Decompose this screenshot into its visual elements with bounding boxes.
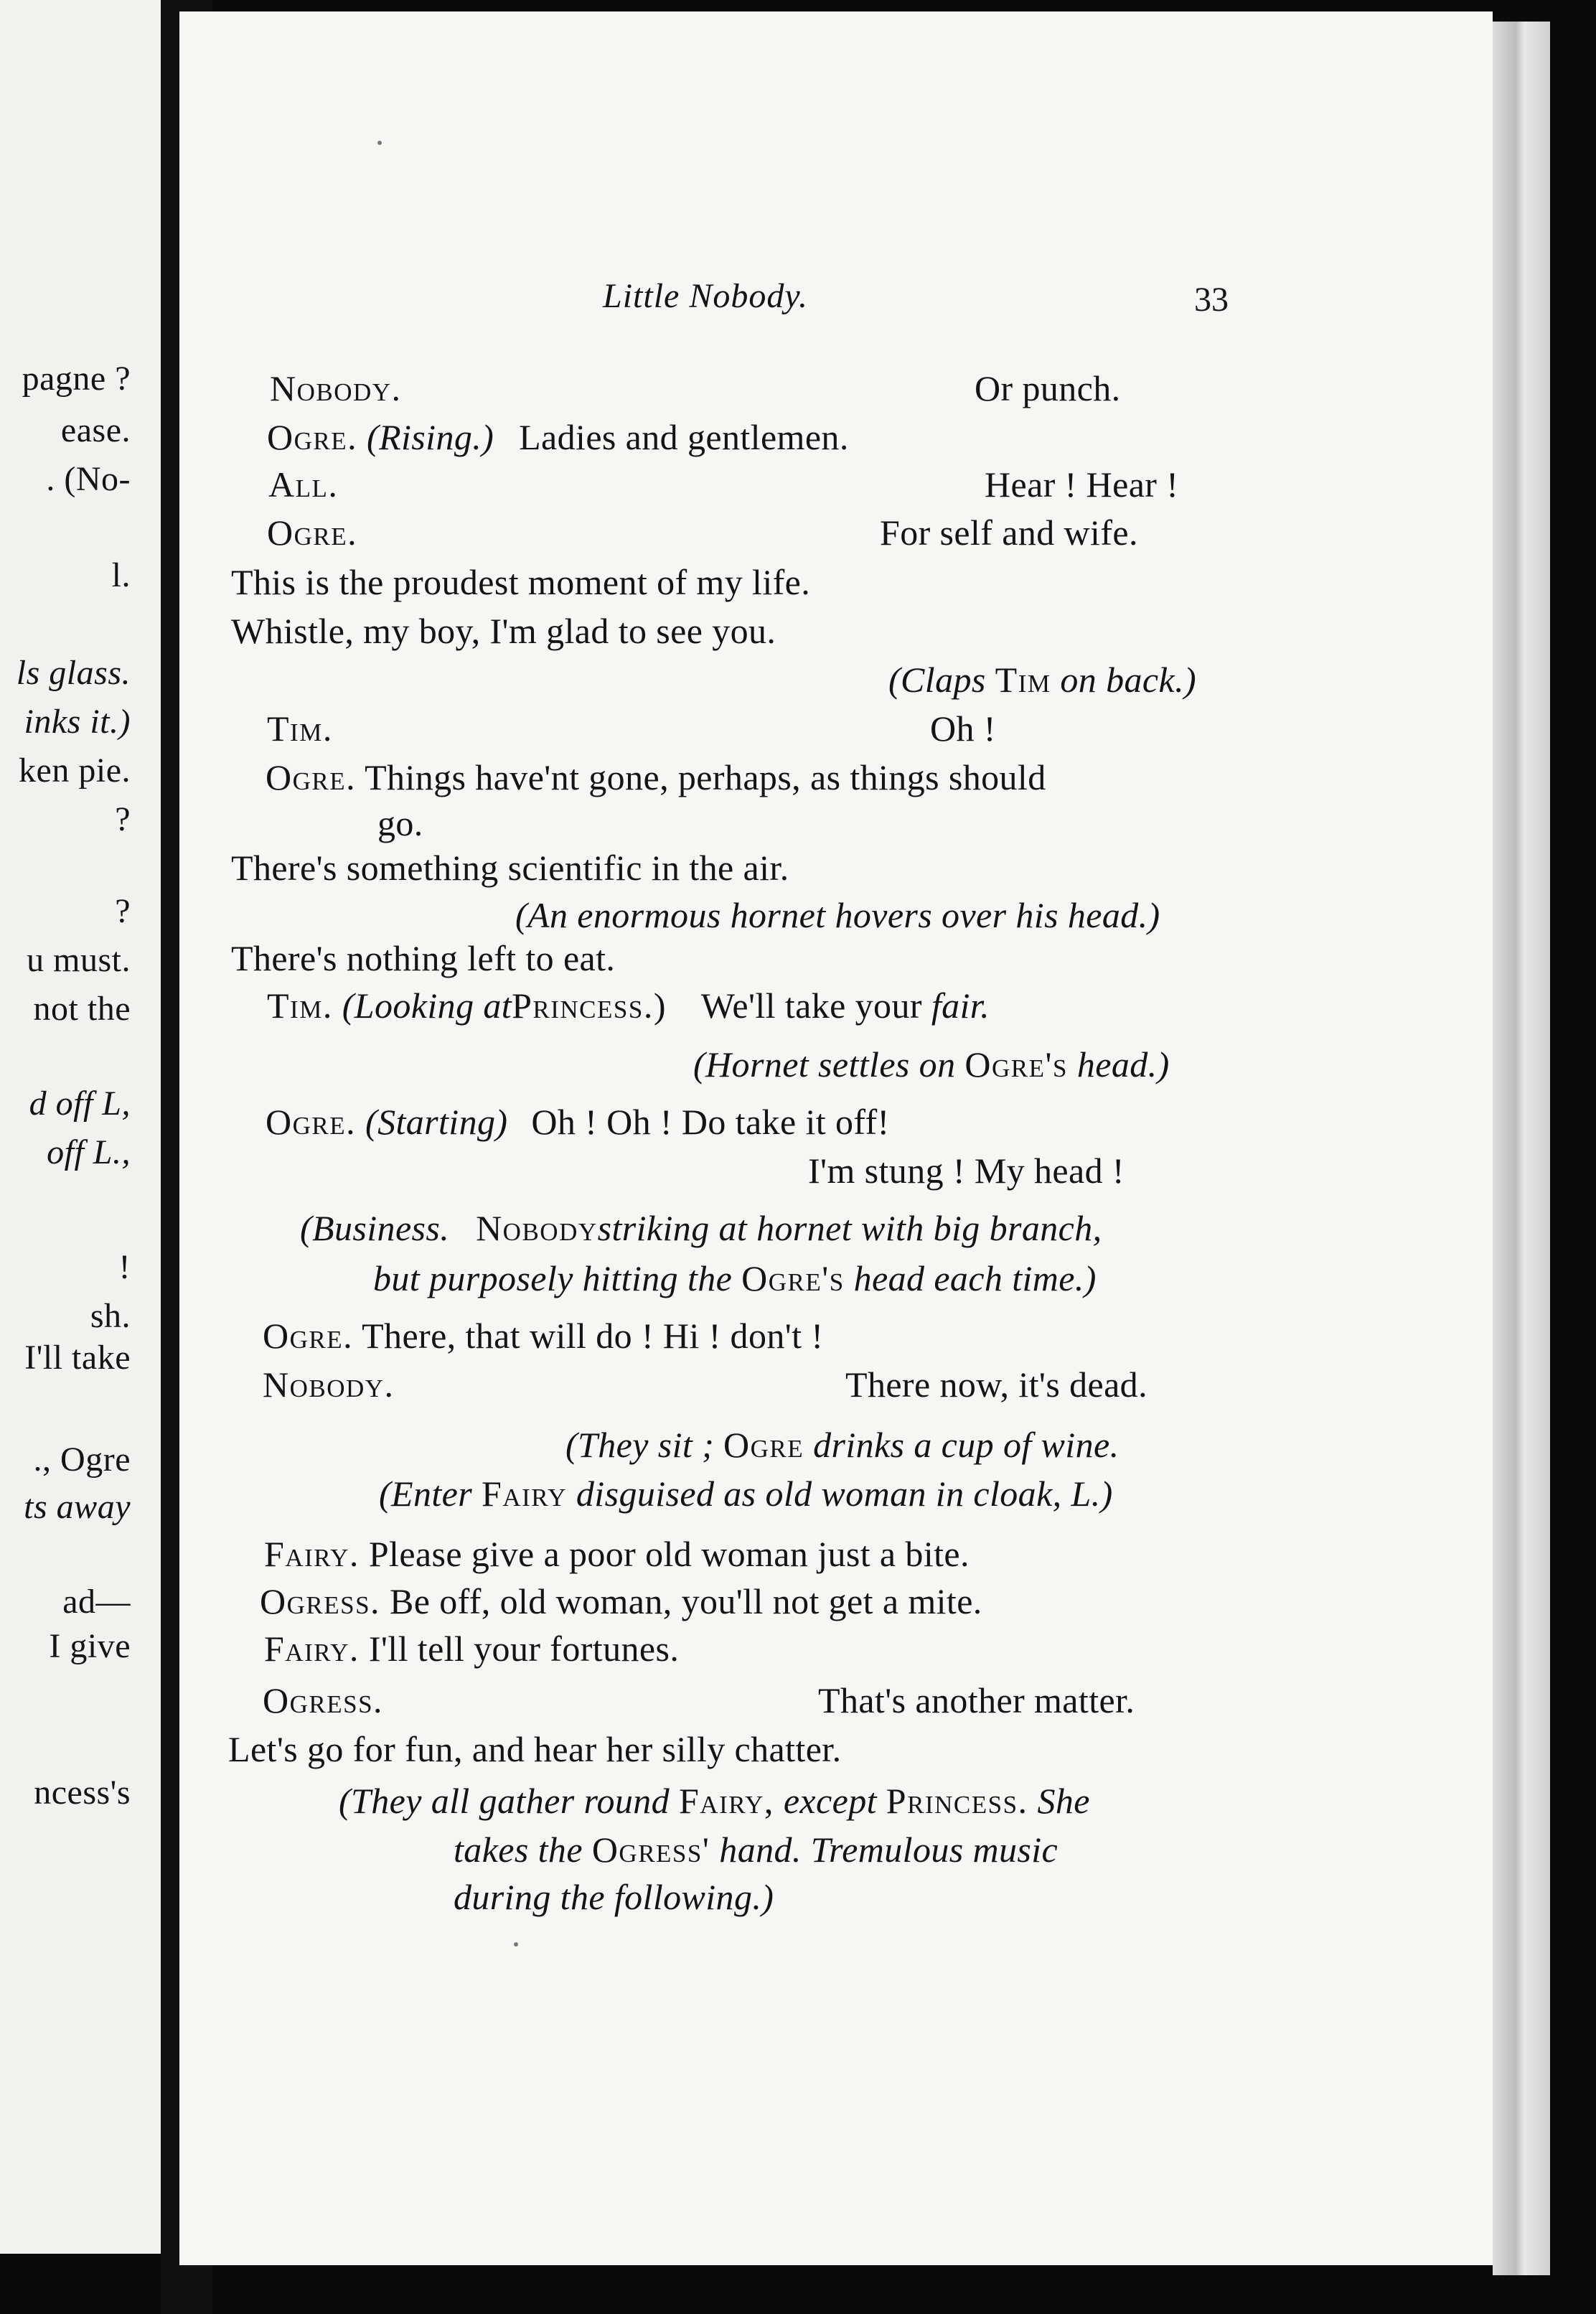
speech-line [266,1101,890,1143]
speaker-ogress: Ogress. [260,1581,381,1621]
facing-page-text: . (No- [46,460,131,498]
character-name: Fairy [482,1474,567,1514]
speaker-ogre: Ogre. [263,1316,354,1356]
speech-line [266,756,1046,798]
speech-line [264,1533,970,1575]
facing-page-text: ls glass. [16,654,131,692]
stage-direction [565,1424,1119,1466]
verse-line: Let's go for fun, and hear her silly chatter. [228,1729,842,1769]
verse-line: This is the proudest moment of my life. [231,562,811,602]
direction-text: head.) [1076,1044,1170,1085]
dialogue-text: Oh ! Oh ! Do take it off! [531,1102,890,1142]
dialogue-line: There now, it's dead. [845,1364,1147,1405]
left-facing-page [0,0,161,2254]
speaker-all: All. [268,464,339,505]
facing-page-text: ease. [60,411,131,449]
dialogue-line: That's another matter. [818,1680,1135,1720]
dialogue-line: Hear ! Hear ! [985,464,1179,505]
speaker-ogre: Ogre. [267,417,358,457]
direction-text: head each time.) [853,1258,1097,1298]
stage-direction: (Rising.) [367,417,494,457]
facing-page-text: ken pie. [19,751,131,790]
direction-text: (Looking at [342,985,512,1026]
stage-direction [373,1257,1097,1299]
direction-text: disguised as old woman in cloak, L.) [576,1474,1113,1514]
verse-line: There's something scientific in the air. [231,848,789,888]
dialogue-text: We'll take your [700,985,922,1026]
dialogue-text: Ladies and gentlemen. [519,417,849,457]
direction-text: takes the [454,1830,583,1870]
character-name: Nobody [476,1208,598,1248]
dialogue-text: Be off, old woman, you'll not get a mite. [389,1581,982,1621]
direction-text: but purposely hitting the [373,1258,733,1298]
speech-line [260,1580,982,1622]
speaker-nobody: Nobody. [270,368,402,408]
verse-line: Whistle, my boy, I'm glad to see you. [231,611,776,651]
stage-direction [454,1829,1058,1870]
speech-line [267,416,849,458]
dialogue-line: For self and wife. [880,512,1138,553]
facing-page-text: ! [118,1248,131,1286]
direction-text: ) [653,985,666,1026]
direction-text: on back.) [1060,660,1197,700]
speaker-ogress: Ogress. [263,1680,384,1720]
dialogue-text: I'll tell your fortunes. [368,1629,680,1669]
character-name: Ogre [723,1425,804,1465]
facing-page-text: ts away [24,1488,131,1526]
character-name: Tim [995,660,1051,700]
speaker-tim: Tim. [267,708,333,749]
running-title: Little Nobody. [603,277,809,315]
speaker-tim: Tim. [267,985,333,1026]
facing-page-text: ? [115,892,131,930]
stage-direction [300,1207,1102,1249]
character-name: Ogre's [741,1258,845,1298]
dialogue-text: Things have'nt gone, perhaps, as things should [365,757,1046,797]
direction-text: except [783,1781,877,1821]
direction-text: (They sit ; [565,1425,715,1465]
facing-page-text: ncess's [34,1774,131,1812]
speech-line [263,1315,823,1357]
speck [377,141,382,145]
facing-page-text: l. [111,556,131,594]
speaker-fairy: Fairy. [264,1629,360,1669]
stage-direction [888,659,1196,701]
facing-page-text: I give [49,1627,131,1665]
speech-line [267,985,990,1026]
dialogue-text: fair. [931,985,990,1026]
speaker-fairy: Fairy. [264,1534,360,1574]
facing-page-text: not the [33,990,131,1028]
speaker-ogre: Ogre. [266,1102,357,1142]
facing-page-text: ad— [62,1583,131,1621]
stage-direction: (Starting) [365,1102,508,1142]
facing-page-text: d off L, [29,1085,131,1123]
dialogue-text: There, that will do ! Hi ! don't ! [362,1316,824,1356]
facing-page-text: I'll take [24,1339,131,1377]
stage-direction [693,1044,1170,1085]
direction-text: (Claps [888,660,986,700]
dialogue-line: Oh ! [930,708,996,749]
speaker-ogre: Ogre. [267,512,358,553]
direction-text: (They all gather round [339,1781,670,1821]
facing-page-text: ? [115,800,131,838]
facing-page-text: u must. [27,941,131,979]
page-edges [1493,22,1550,2275]
page-number: 33 [1194,281,1229,319]
dialogue-line: I'm stung ! My head ! [808,1151,1125,1191]
direction-text: (Hornet settles on [693,1044,956,1085]
facing-page-text: pagne ? [22,360,131,398]
character-name: Ogress' [591,1830,710,1870]
stage-direction [339,1780,1090,1822]
speck [514,1942,518,1947]
verse-line: go. [377,803,423,843]
facing-page-text: sh. [90,1297,131,1335]
direction-text: (Enter [379,1474,473,1514]
stage-direction [379,1473,1113,1514]
dialogue-text: Please give a poor old woman just a bite. [368,1534,970,1574]
speech-line [264,1628,679,1669]
facing-page-text: off L., [47,1133,131,1171]
verse-line: There's nothing left to eat. [231,938,616,978]
facing-page-text: inks it.) [24,703,131,741]
background-edge [1550,0,1596,2314]
character-name: Princess. [886,1781,1028,1821]
direction-text: hand. Tremulous music [719,1830,1058,1870]
facing-page-text: ., Ogre [33,1441,131,1479]
dialogue-line: Or punch. [975,368,1121,408]
direction-text: drinks a cup of wine. [813,1425,1119,1465]
speaker-ogre: Ogre. [266,757,357,797]
direction-text: (Business. [300,1208,450,1248]
stage-direction: (An enormous hornet hovers over his head.) [515,895,1160,935]
character-name: Fairy, [678,1781,774,1821]
direction-text: She [1037,1781,1090,1821]
character-name: Ogre's [964,1044,1068,1085]
speaker-nobody: Nobody. [263,1364,395,1405]
direction-text: striking at hornet with big branch, [597,1208,1102,1248]
character-name: Princess. [512,985,654,1026]
stage-direction: during the following.) [454,1877,774,1917]
